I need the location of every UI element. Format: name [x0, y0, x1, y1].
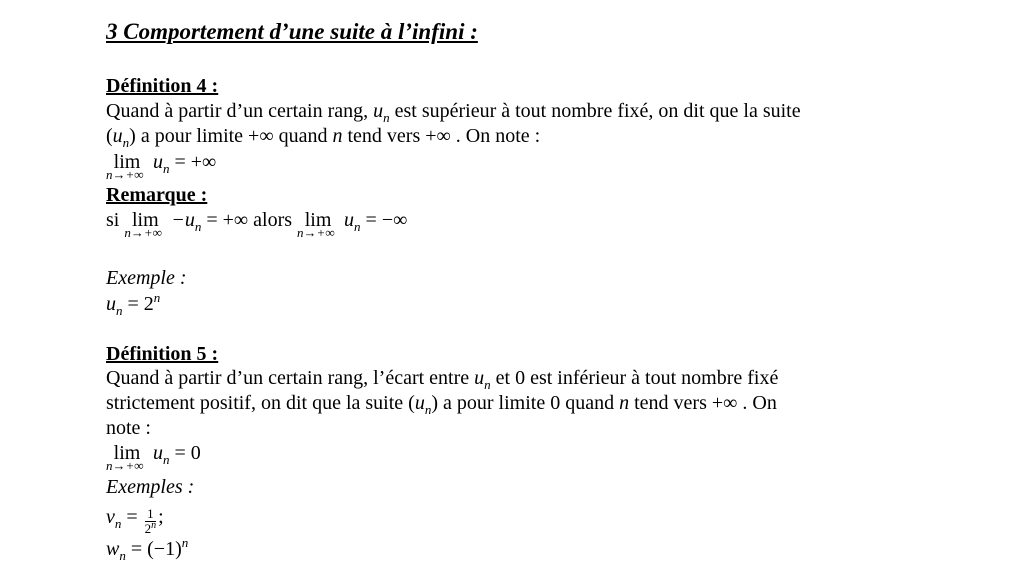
- section-title: 3 Comportement d’une suite à l’infini :: [106, 19, 478, 44]
- definition-4-line-1: Quand à partir d’un certain rang, $u_n$ est supérieur à tout nombre fixé, on dit que la suite: [106, 100, 801, 125]
- definition-5-line-2: strictement positif, on dit que la suite $(u_n)$ a pour limite 0 quand n tend vers +∞ . On: [106, 392, 777, 417]
- example-heading: Exemple :: [106, 267, 187, 289]
- definition-5-heading: Définition 5 :: [106, 343, 219, 365]
- definition-5-line-3: note :: [106, 417, 151, 439]
- fraction: $\frac{1}{2^n}$: [144, 506, 157, 536]
- examples-heading: Exemples :: [106, 476, 195, 498]
- definition-5-line-1: Quand à partir d’un certain rang, l’écart entre $u_n$ et 0 est inférieur à tout nombre fixé: [106, 367, 779, 392]
- definition-5-formula: lim n→+∞ $u_n = 0$: [106, 442, 201, 473]
- example-w-formula: $w_n = (-1)^n$: [106, 535, 189, 563]
- example-formula: $u_n = 2^n$: [106, 290, 161, 318]
- definition-4-line-2: $(u_n)$ a pour limite +∞ quand n tend vers +∞ . On note :: [106, 125, 541, 150]
- remark-heading: Remarque :: [106, 184, 208, 206]
- example-v-formula: $v_n$ = $\frac{1}{2^n}$ ;: [106, 506, 164, 536]
- definition-4-heading: Définition 4 :: [106, 75, 219, 97]
- definition-4-formula: lim n→+∞ $u_n$ = +∞: [106, 151, 217, 182]
- u-n-symbol: $u_n$: [373, 100, 390, 125]
- remark-formula: si lim n→+∞ $-u_n$ = +∞ alors lim n→+∞ $u_n$ = −∞: [106, 209, 408, 240]
